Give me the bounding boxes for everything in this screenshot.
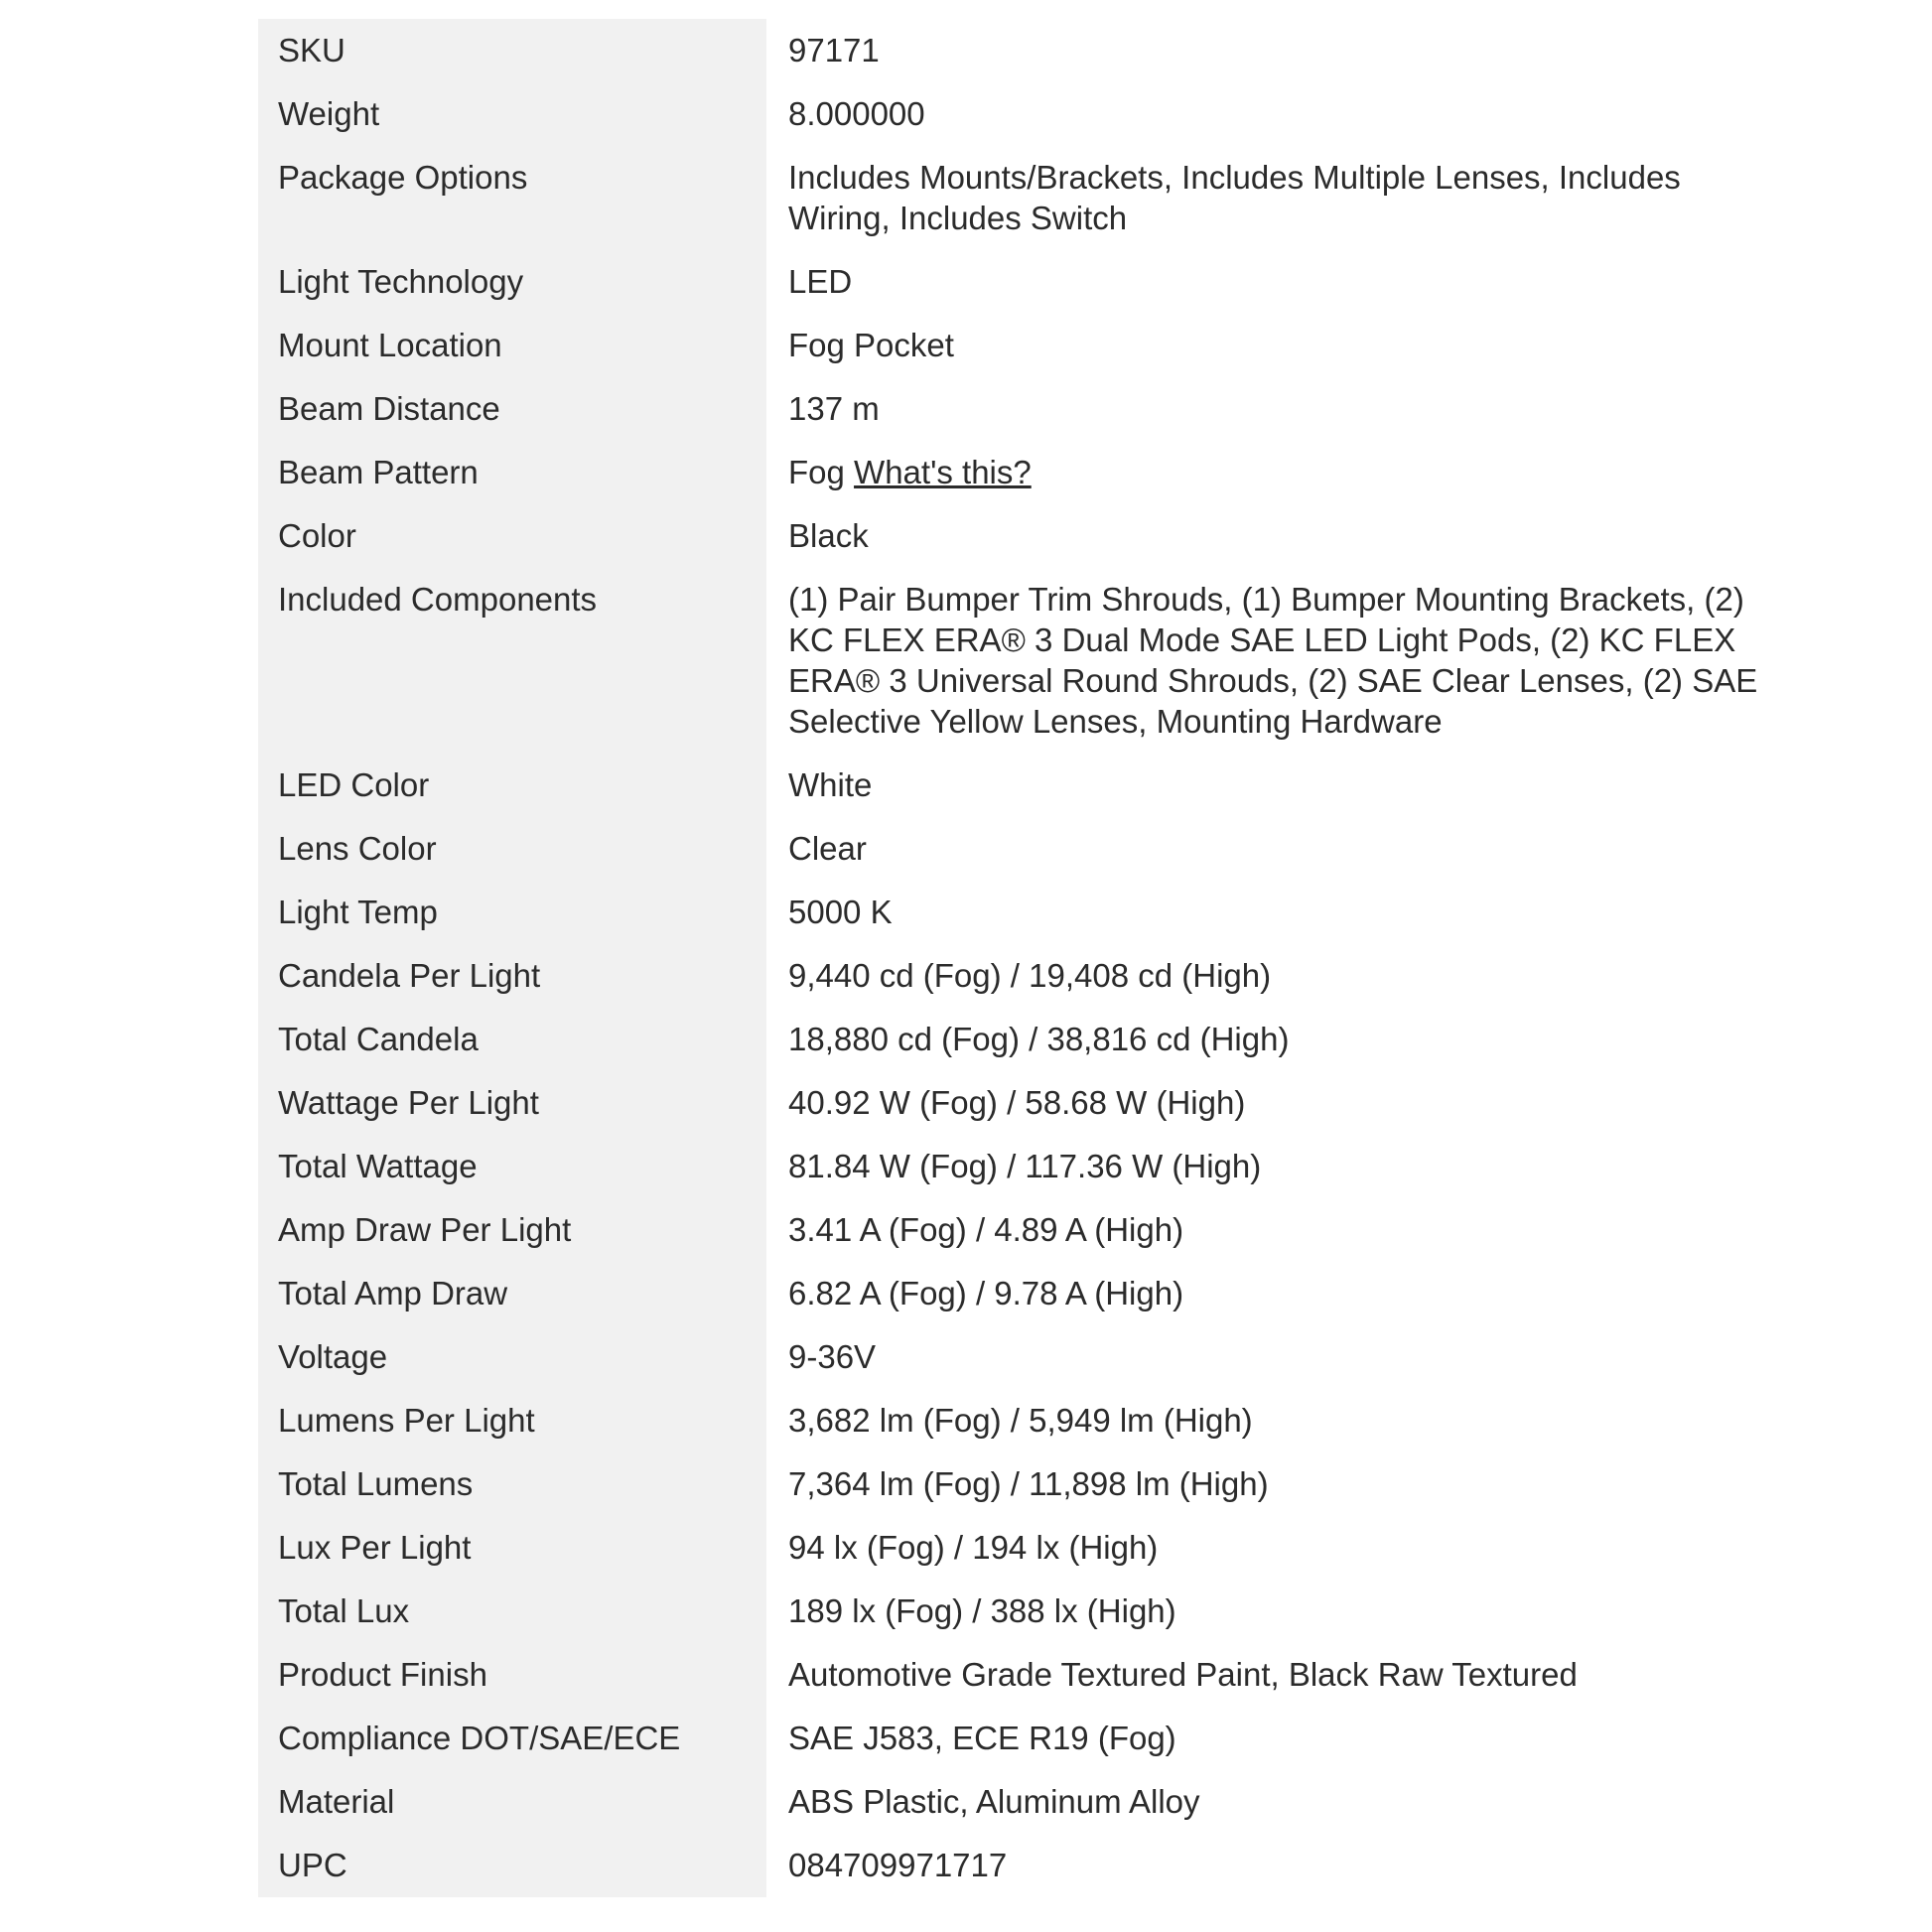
spec-label: Product Finish: [258, 1643, 766, 1707]
spec-value: 5000 K: [766, 881, 1787, 944]
spec-row-wattage-per-light: [258, 1071, 1787, 1135]
spec-value: 189 lx (Fog) / 388 lx (High): [766, 1580, 1787, 1643]
spec-label: Wattage Per Light: [258, 1071, 766, 1135]
spec-value: LED: [766, 250, 1787, 314]
spec-label: Lumens Per Light: [258, 1389, 766, 1452]
spec-row-compliance: [258, 1707, 1787, 1770]
spec-value: 94 lx (Fog) / 194 lx (High): [766, 1516, 1787, 1580]
spec-value: 81.84 W (Fog) / 117.36 W (High): [766, 1135, 1787, 1198]
spec-value: 9-36V: [766, 1325, 1787, 1389]
spec-value-cell: [766, 441, 1787, 504]
whats-this-link[interactable]: What's this?: [854, 454, 1032, 490]
spec-value: 97171: [766, 19, 1787, 82]
spec-value: White: [766, 754, 1787, 817]
spec-row-weight: [258, 82, 1787, 146]
spec-label: SKU: [258, 19, 766, 82]
spec-value: Includes Mounts/Brackets, Includes Multiple Lenses, Includes Wiring, Includes Switch: [766, 146, 1787, 250]
spec-row-light-temp: [258, 881, 1787, 944]
spec-value: SAE J583, ECE R19 (Fog): [766, 1707, 1787, 1770]
spec-row-led-color: [258, 754, 1787, 817]
spec-label: Mount Location: [258, 314, 766, 377]
spec-value: 40.92 W (Fog) / 58.68 W (High): [766, 1071, 1787, 1135]
spec-value: 084709971717: [766, 1834, 1787, 1897]
spec-label: Light Temp: [258, 881, 766, 944]
spec-label: Total Wattage: [258, 1135, 766, 1198]
spec-row-lux-per-light: [258, 1516, 1787, 1580]
spec-row-amp-draw-per-light: [258, 1198, 1787, 1262]
spec-row-light-technology: [258, 250, 1787, 314]
spec-label: Material: [258, 1770, 766, 1834]
spec-row-voltage: [258, 1325, 1787, 1389]
spec-value: Automotive Grade Textured Paint, Black Raw Textured: [766, 1643, 1787, 1707]
spec-row-beam-pattern: [258, 441, 1787, 504]
spec-label: Lux Per Light: [258, 1516, 766, 1580]
specifications-table: [258, 19, 1787, 1897]
spec-row-total-candela: [258, 1008, 1787, 1071]
spec-value: 3.41 A (Fog) / 4.89 A (High): [766, 1198, 1787, 1262]
spec-row-total-lux: [258, 1580, 1787, 1643]
spec-label: UPC: [258, 1834, 766, 1897]
spec-label: Compliance DOT/SAE/ECE: [258, 1707, 766, 1770]
spec-label: Lens Color: [258, 817, 766, 881]
spec-label: Light Technology: [258, 250, 766, 314]
spec-row-total-amp-draw: [258, 1262, 1787, 1325]
spec-label: LED Color: [258, 754, 766, 817]
beam-pattern-value: Fog: [788, 454, 845, 490]
spec-row-package-options: [258, 146, 1787, 250]
spec-value: ABS Plastic, Aluminum Alloy: [766, 1770, 1787, 1834]
spec-value: 9,440 cd (Fog) / 19,408 cd (High): [766, 944, 1787, 1008]
spec-value: 8.000000: [766, 82, 1787, 146]
spec-value: Fog Pocket: [766, 314, 1787, 377]
spec-row-included-components: [258, 568, 1787, 754]
spec-row-candela-per-light: [258, 944, 1787, 1008]
spec-label: Color: [258, 504, 766, 568]
spec-row-upc: [258, 1834, 1787, 1897]
spec-label: Total Amp Draw: [258, 1262, 766, 1325]
spec-value: Clear: [766, 817, 1787, 881]
spec-label: Weight: [258, 82, 766, 146]
spec-label: Amp Draw Per Light: [258, 1198, 766, 1262]
spec-row-beam-distance: [258, 377, 1787, 441]
spec-label: Total Candela: [258, 1008, 766, 1071]
spec-value: (1) Pair Bumper Trim Shrouds, (1) Bumper Mounting Brackets, (2) KC FLEX ERA® 3 Dual Mode SAE LED Light Pods, (2) KC FLEX ERA® 3 Universal Round Shrouds, (2) SAE Clear Lenses, (2) SAE Selective Yellow Lenses, Mounting Hardware: [766, 568, 1787, 754]
spec-label: Beam Pattern: [258, 441, 766, 504]
spec-row-material: [258, 1770, 1787, 1834]
spec-value: Black: [766, 504, 1787, 568]
spec-label: Included Components: [258, 568, 766, 754]
spec-label: Package Options: [258, 146, 766, 250]
spec-value: 6.82 A (Fog) / 9.78 A (High): [766, 1262, 1787, 1325]
spec-row-lumens-per-light: [258, 1389, 1787, 1452]
spec-value: 137 m: [766, 377, 1787, 441]
spec-row-color: [258, 504, 1787, 568]
spec-row-product-finish: [258, 1643, 1787, 1707]
spec-value: 7,364 lm (Fog) / 11,898 lm (High): [766, 1452, 1787, 1516]
spec-label: Total Lumens: [258, 1452, 766, 1516]
spec-value: 18,880 cd (Fog) / 38,816 cd (High): [766, 1008, 1787, 1071]
spec-row-total-lumens: [258, 1452, 1787, 1516]
spec-row-total-wattage: [258, 1135, 1787, 1198]
spec-label: Candela Per Light: [258, 944, 766, 1008]
spec-label: Voltage: [258, 1325, 766, 1389]
specifications-body: [258, 19, 1787, 1897]
spec-label: Total Lux: [258, 1580, 766, 1643]
spec-label: Beam Distance: [258, 377, 766, 441]
spec-row-lens-color: [258, 817, 1787, 881]
spec-value: 3,682 lm (Fog) / 5,949 lm (High): [766, 1389, 1787, 1452]
spec-row-mount-location: [258, 314, 1787, 377]
spec-row-sku: [258, 19, 1787, 82]
